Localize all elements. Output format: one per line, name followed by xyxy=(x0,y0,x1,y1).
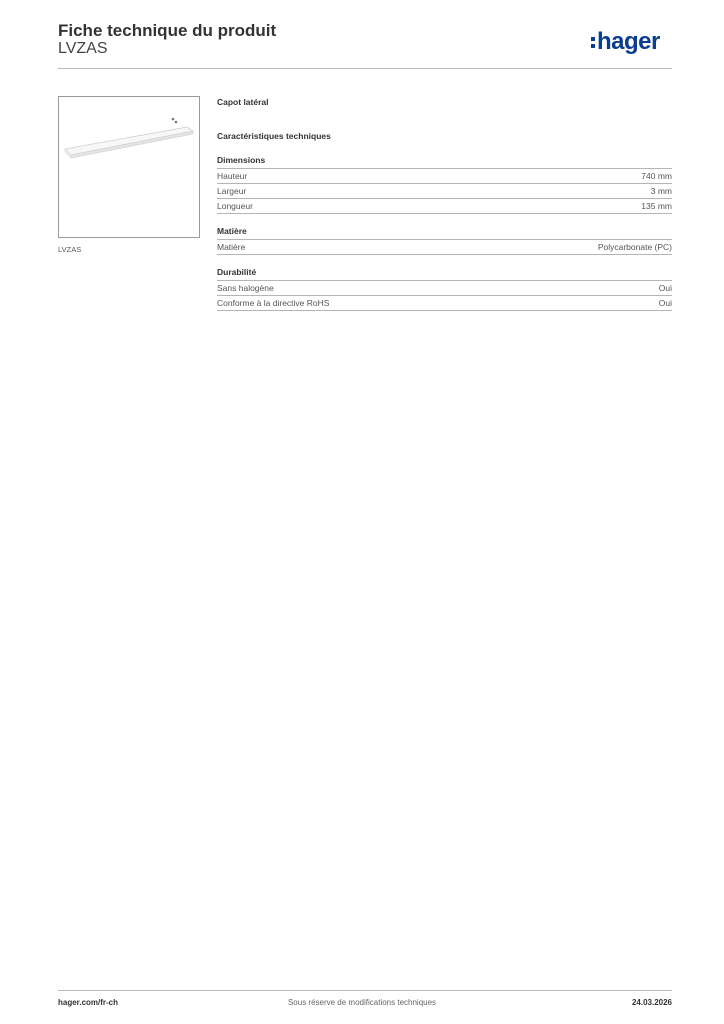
image-caption: LVZAS xyxy=(58,245,82,254)
header-divider xyxy=(58,68,672,69)
spec-row xyxy=(217,296,672,311)
spec-value: Polycarbonate (PC) xyxy=(597,242,672,252)
logo-dots-icon xyxy=(591,37,595,48)
footer-date: 24.03.2026 xyxy=(631,998,672,1007)
page-title: Fiche technique du produit xyxy=(58,21,277,40)
spec-row xyxy=(217,281,672,296)
spec-value: 3 mm xyxy=(650,186,672,196)
footer-notice: Sous réserve de modifications techniques xyxy=(287,998,437,1007)
group-title: Matière xyxy=(217,225,672,240)
group-dimensions xyxy=(217,154,672,214)
product-name: Capot latéral xyxy=(217,97,269,107)
spec-row xyxy=(217,199,672,214)
footer-website: hager.com/fr-ch xyxy=(58,998,119,1007)
spec-value: Oui xyxy=(658,298,672,308)
spec-row xyxy=(217,240,672,255)
spec-row xyxy=(217,184,672,199)
section-title: Caractéristiques techniques xyxy=(217,131,331,141)
product-reference: LVZAS xyxy=(58,40,108,57)
spec-value: Oui xyxy=(658,283,672,293)
spec-value: 740 mm xyxy=(641,171,672,181)
hager-logo xyxy=(591,27,660,57)
logo-text: hager xyxy=(597,28,660,55)
product-image xyxy=(58,96,200,238)
footer-divider xyxy=(58,990,672,991)
spec-label: Largeur xyxy=(217,186,247,196)
group-material xyxy=(217,225,672,255)
spec-label: Matière xyxy=(217,242,246,252)
group-durability xyxy=(217,266,672,311)
spec-label: Conforme à la directive RoHS xyxy=(217,298,330,308)
group-title: Dimensions xyxy=(217,154,672,169)
spec-label: Longueur xyxy=(217,201,253,211)
spec-value: 135 mm xyxy=(641,201,672,211)
group-title: Durabilité xyxy=(217,266,672,281)
spec-row xyxy=(217,169,672,184)
product-photo-side-cover-icon xyxy=(59,97,201,239)
specifications xyxy=(217,96,672,311)
spec-label: Hauteur xyxy=(217,171,248,181)
spec-label: Sans halogène xyxy=(217,283,274,293)
